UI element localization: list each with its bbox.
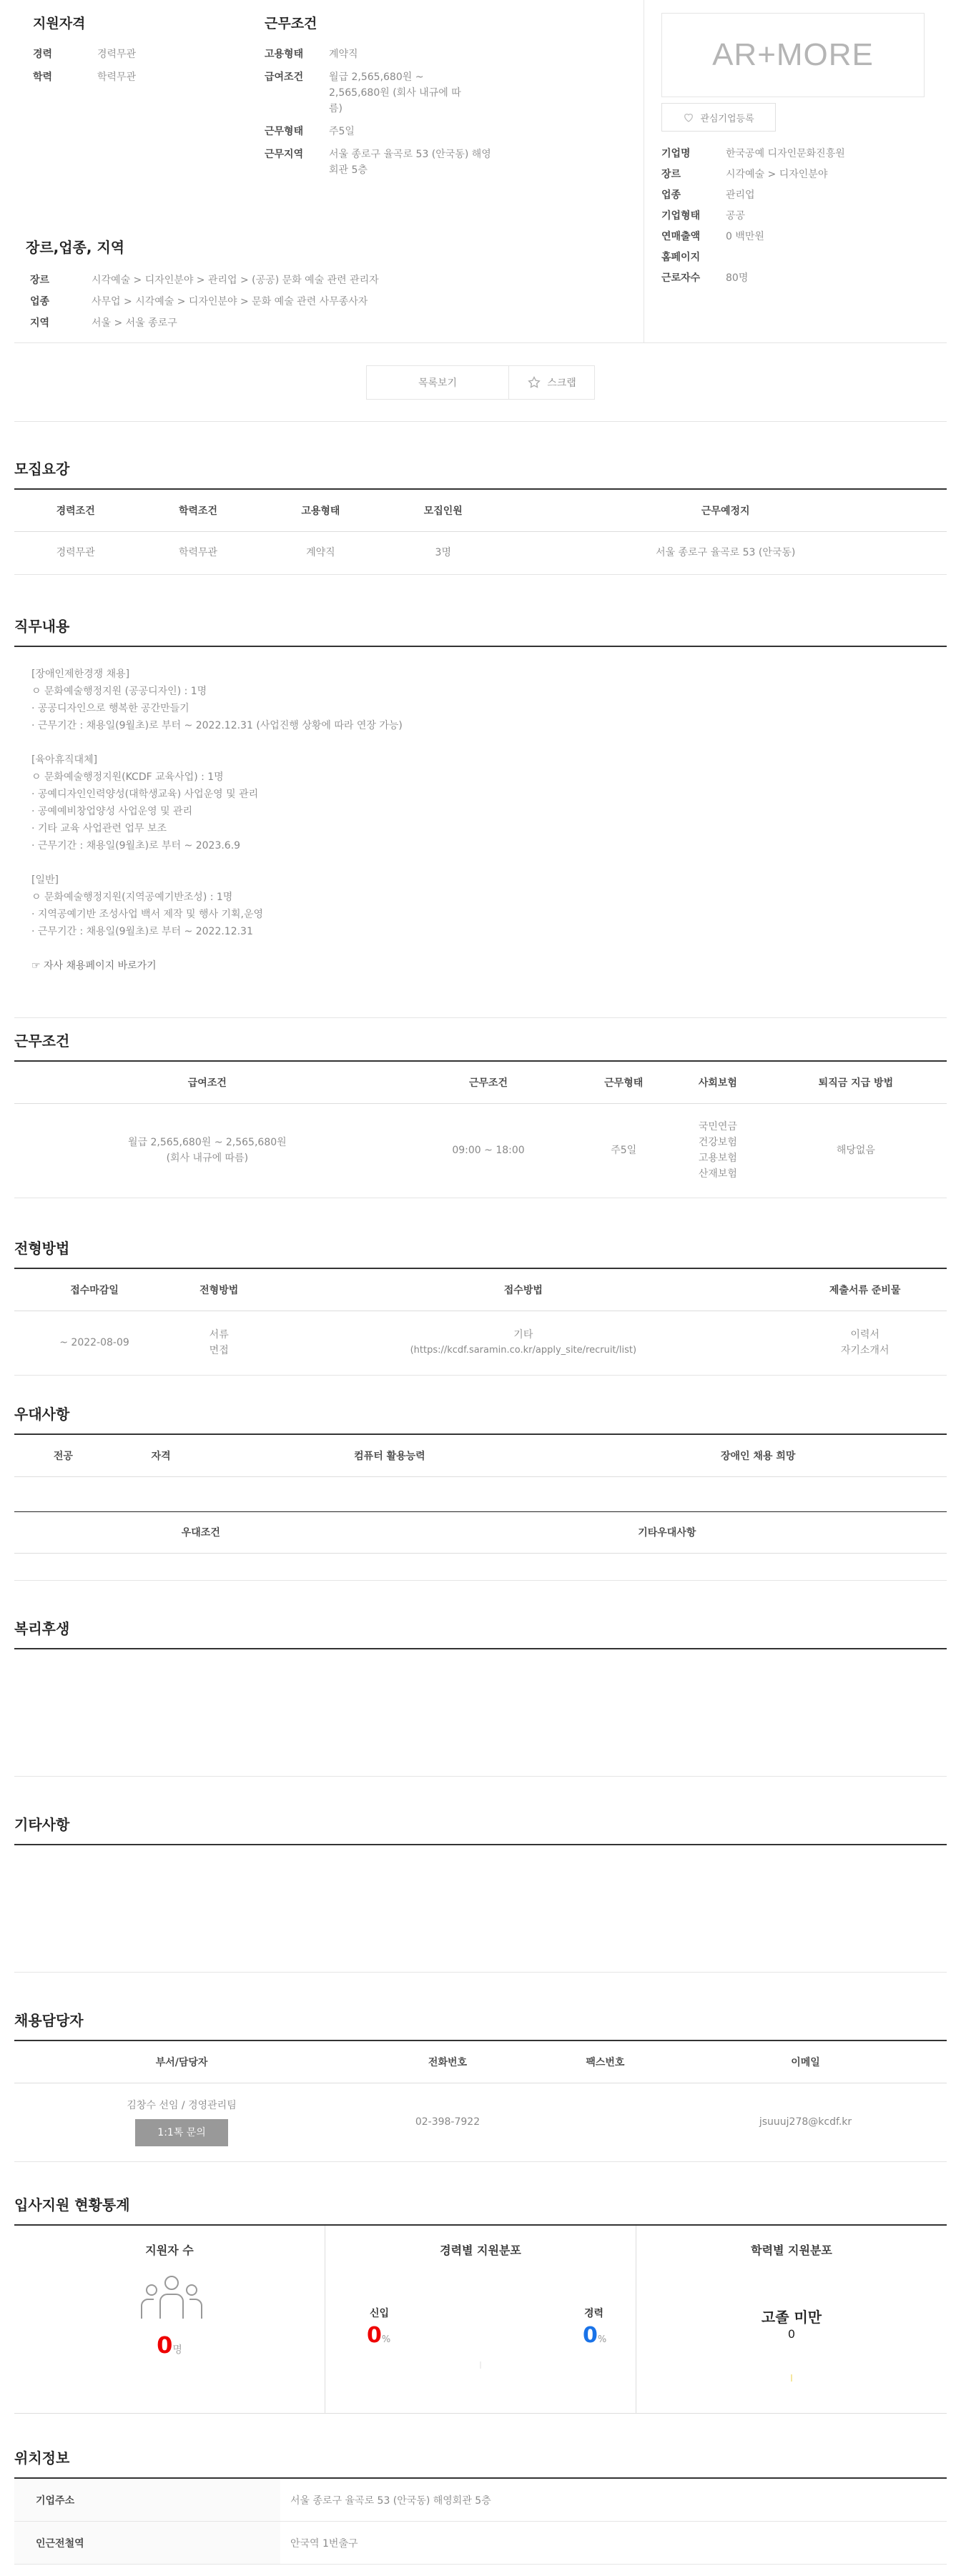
recruit-header: 학력조건 (137, 490, 259, 531)
fax-cell (546, 2083, 664, 2161)
scrap-label: 스크랩 (547, 377, 576, 389)
duty-line: [장애인제한경쟁 채용] (31, 668, 130, 680)
conditions-header: 급여조건 (14, 1062, 400, 1103)
manager-name: 김창수 선임 / 경영관리팀 (127, 2100, 237, 2111)
education-label: 고졸 미만 (761, 2309, 822, 2326)
stats-section (14, 2193, 947, 2414)
process-header: 제출서류 준비물 (783, 1269, 947, 1311)
manager-title: 채용담당자 (14, 2009, 947, 2041)
process-title: 전형방법 (14, 1237, 947, 1269)
career-distribution-title: 경력별 지원분포 (440, 2244, 521, 2257)
duty-line: · 기타 교육 사업관련 업무 보조 (31, 823, 167, 834)
conditions-title: 근무조건 (14, 1030, 947, 1062)
welfare-title: 복리후생 (14, 1617, 947, 1649)
recruit-cell: 서울 종로구 율곡로 53 (안국동) (504, 531, 947, 574)
experienced-percent: 0% (583, 2323, 607, 2348)
people-icon (136, 2274, 207, 2324)
company-info (661, 146, 947, 286)
recruit-table (14, 490, 947, 575)
duty-line: · 지역공예기반 조성사업 백서 제작 및 행사 기획,운영 (31, 909, 264, 920)
duties-section (14, 615, 947, 1018)
company-careers-link[interactable]: ☞ 자사 채용페이지 바로가기 (31, 960, 157, 972)
conditions-header: 퇴직금 지급 방법 (765, 1062, 947, 1103)
chat-inquiry-button[interactable]: 1:1톡 문의 (135, 2119, 228, 2146)
salary: 급여조건 월급 2,565,680원 ~ 2,565,680원 (회사 내규에 따름) (265, 71, 461, 114)
etc-section (14, 1813, 947, 1973)
company-genre: 장르 시각예술 > 디자인분야 (661, 169, 828, 180)
etc-body (14, 1845, 947, 1973)
conditions-header: 근무조건 (400, 1062, 577, 1103)
preference-table-1 (14, 1435, 947, 1511)
docs-cell: 이력서 자기소개서 (783, 1311, 947, 1375)
manager-table (14, 2041, 947, 2162)
chart-tick (480, 2362, 481, 2369)
duty-line: · 공예디자인인력양성(대학생교육) 사업운영 및 관리 (31, 789, 259, 800)
apply-cell: 기타 (https://kcdf.saramin.co.kr/apply_site/recruit/list) (263, 1311, 783, 1375)
manager-section (14, 2009, 947, 2162)
region-row: 지역 서울 > 서울 종로구 (30, 317, 177, 329)
favorite-company-label: 관심기업등록 (700, 113, 754, 124)
deadline-cell: ~ 2022-08-09 (14, 1311, 174, 1375)
heart-icon (683, 112, 694, 123)
conditions-section (14, 1030, 947, 1198)
preference-header: 기타우대사항 (388, 1512, 947, 1554)
company-revenue: 연매출액 0 백만원 (661, 231, 764, 242)
duties-body (14, 647, 947, 1017)
stats-title: 입사지원 현황통계 (14, 2193, 947, 2226)
welfare-body (14, 1649, 947, 1777)
applicants-unit: 명 (172, 2344, 182, 2356)
work-location: 근무지역 서울 종로구 율곡로 53 (안국동) 해영회관 5층 (265, 149, 491, 176)
company-type: 기업형태 공공 (661, 210, 746, 222)
preference-header: 우대조건 (14, 1512, 388, 1554)
insurance-cell: 국민연금 건강보험 고용보험 산재보험 (671, 1103, 765, 1198)
chart-tick (791, 2374, 792, 2382)
work-conditions-block (265, 13, 536, 185)
qualification-block (33, 13, 262, 92)
preference-title: 우대사항 (14, 1403, 947, 1435)
work-type-cell: 주5일 (576, 1103, 671, 1198)
list-button[interactable]: 목록보기 (366, 365, 509, 400)
duties-title: 직무내용 (14, 615, 947, 647)
preference-header: 장애인 채용 희망 (569, 1435, 947, 1476)
star-icon (527, 375, 541, 390)
company-employees: 근로자수 80명 (661, 272, 749, 284)
process-table (14, 1269, 947, 1376)
process-header: 접수방법 (263, 1269, 783, 1311)
manager-header: 전화번호 (349, 2041, 546, 2083)
genre-block (26, 236, 641, 337)
genre-row: 장르 시각예술 > 디자인분야 > 관리업 > (공공) 문화 예술 관련 관리자 (30, 275, 379, 286)
table-row (14, 1554, 947, 1581)
manager-cell (14, 2083, 349, 2161)
company-logo (661, 13, 925, 97)
action-buttons (14, 343, 947, 422)
education-value: 0 (787, 2327, 796, 2341)
salary-cell: 월급 2,565,680원 ~ 2,565,680원 (회사 내규에 따름) (14, 1103, 400, 1198)
manager-header: 부서/담당자 (14, 2041, 349, 2083)
education-distribution-title: 학력별 지원분포 (751, 2244, 832, 2257)
duty-line: · 근무기간 : 채용일(9월초)로 부터 ~ 2023.6.9 (31, 840, 241, 852)
summary-left (14, 0, 644, 342)
manager-header: 팩스번호 (546, 2041, 664, 2083)
conditions-header: 사회보험 (671, 1062, 765, 1103)
employment-type: 고용형태 계약직 (265, 49, 358, 60)
new-percent: 0% (367, 2323, 391, 2348)
education-distribution-panel (636, 2226, 947, 2413)
preference-section (14, 1403, 947, 1581)
method-cell: 서류 면접 (174, 1311, 263, 1375)
welfare-section (14, 1617, 947, 1777)
company-industry: 업종 관리업 (661, 189, 755, 201)
duty-line: ㅇ 문화예술행정지원(KCDF 교육사업) : 1명 (31, 771, 224, 783)
recruit-cell: 계약직 (260, 531, 382, 574)
conditions-header: 근무형태 (576, 1062, 671, 1103)
table-row (14, 2083, 947, 2161)
duty-line: · 근무기간 : 채용일(9월초)로 부터 ~ 2022.12.31 (사업진행 상황에 따라 연장 가능) (31, 720, 403, 731)
subway-row: 인근전철역 안국역 1번출구 (14, 2522, 947, 2565)
qualification-education: 학력 학력무관 (33, 71, 137, 83)
severance-cell: 해당없음 (765, 1103, 947, 1198)
email-cell[interactable]: jsuuuj278@kcdf.kr (664, 2083, 947, 2161)
industry-row: 업종 사무업 > 시각예술 > 디자인분야 > 문화 예술 관련 사무종사자 (30, 296, 368, 307)
recruit-header: 모집인원 (382, 490, 504, 531)
work-conditions-title: 근무조건 (265, 16, 317, 31)
work-type: 근무형태 주5일 (265, 126, 355, 137)
duty-line: · 공예예비창업양성 사업운영 및 관리 (31, 806, 193, 817)
applicants-count: 0명 (157, 2331, 182, 2359)
table-row (14, 1311, 947, 1375)
phone-cell: 02-398-7922 (349, 2083, 546, 2161)
recruit-cell: 경력무관 (14, 531, 137, 574)
duty-line: [육아휴직대체] (31, 754, 98, 766)
stats-panels (14, 2226, 947, 2414)
manager-header: 이메일 (664, 2041, 947, 2083)
table-row (14, 1103, 947, 1198)
summary-area (14, 0, 947, 343)
recruit-header: 근무예정지 (504, 490, 947, 531)
process-header: 접수마감일 (14, 1269, 174, 1311)
duty-line: ㅇ 문화예술행정지원 (공공디자인) : 1명 (31, 686, 207, 697)
table-row (14, 1476, 947, 1511)
experienced-label: 경력 (584, 2308, 604, 2319)
applicants-panel (14, 2226, 325, 2413)
recruit-header: 고용형태 (260, 490, 382, 531)
genre-title: 장르,업종, 지역 (26, 239, 125, 256)
preference-header: 자격 (112, 1435, 210, 1476)
duty-line: · 근무기간 : 채용일(9월초)로 부터 ~ 2022.12.31 (31, 926, 253, 937)
location-section (14, 2447, 947, 2565)
table-row (14, 531, 947, 574)
duty-line: [일반] (31, 874, 59, 886)
duty-line: ㅇ 문화예술행정지원(지역공예기반조성) : 1명 (31, 892, 233, 903)
new-label: 신입 (370, 2308, 390, 2319)
company-homepage: 홈페이지 (661, 252, 701, 263)
duty-line: · 공공디자인으로 행복한 공간만들기 (31, 703, 189, 714)
preference-header: 전공 (14, 1435, 112, 1476)
qualification-title: 지원자격 (33, 16, 86, 31)
process-section (14, 1237, 947, 1376)
favorite-company-button[interactable] (661, 103, 776, 132)
recruit-cell: 3명 (382, 531, 504, 574)
recruit-cell: 학력무관 (137, 531, 259, 574)
location-title: 위치정보 (14, 2447, 947, 2479)
process-header: 전형방법 (174, 1269, 263, 1311)
career-distribution-panel (325, 2226, 636, 2413)
hours-cell: 09:00 ~ 18:00 (400, 1103, 577, 1198)
etc-title: 기타사항 (14, 1813, 947, 1845)
conditions-table (14, 1062, 947, 1198)
scrap-button[interactable] (509, 365, 595, 400)
company-card (644, 0, 947, 342)
recruit-section (14, 458, 947, 575)
recruit-header: 경력조건 (14, 490, 137, 531)
preference-header: 컴퓨터 활용능력 (210, 1435, 569, 1476)
logo-text: AR+MORE (712, 37, 874, 72)
company-name: 기업명 한국공예 디자인문화진흥원 (661, 148, 845, 159)
qualification-career: 경력 경력무관 (33, 49, 137, 60)
applicants-title: 지원자 수 (145, 2244, 194, 2257)
recruit-title: 모집요강 (14, 458, 947, 490)
address-row: 기업주소 서울 종로구 율곡로 53 (안국동) 해영회관 5층 (14, 2479, 947, 2522)
preference-table-2 (14, 1512, 947, 1581)
